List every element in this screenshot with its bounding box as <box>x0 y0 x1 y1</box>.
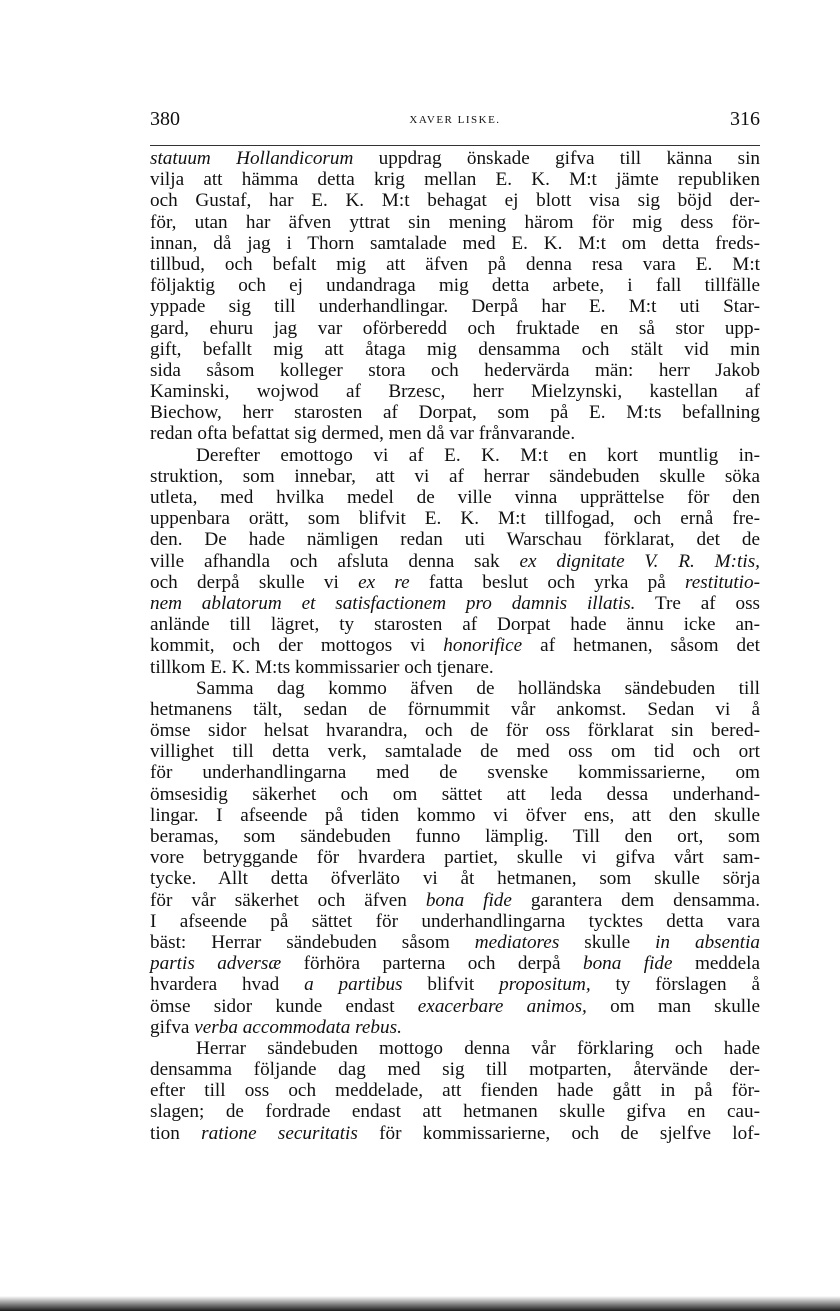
text-line <box>150 1017 760 1038</box>
page-number-left: 380 <box>150 108 180 130</box>
running-title: XAVER LISKE. <box>409 114 501 126</box>
italic-text-segment: ratione securitatis <box>201 1122 358 1144</box>
text-segment: den. De hade nämligen redan uti Warschau förklarat, det de <box>150 529 760 551</box>
italic-text-segment: verba accommodata rebus. <box>194 1016 402 1038</box>
text-segment: tillbud, och befalt mig att äfven på denna resa vara E. M:t <box>150 253 760 275</box>
text-segment: Herrar sändebuden mottogo denna vår förklaring och hade <box>196 1037 760 1059</box>
text-line <box>150 657 760 678</box>
text-segment: slagen; de fordrade endast att hetmanen skulle gifva en cau- <box>150 1101 760 1123</box>
text-line <box>150 318 760 339</box>
text-line <box>150 784 760 805</box>
text-segment: Samma dag kommo äfven de holländska sändebuden till <box>196 677 760 699</box>
text-line <box>150 1123 760 1144</box>
text-segment: gift, befallt mig att åtaga mig densamma och stält vid min <box>150 338 760 360</box>
text-line <box>150 466 760 487</box>
text-segment: kommit, och der mottogos vi <box>150 635 444 657</box>
text-segment: vilja att hämma detta krig mellan E. K. M:t jämte republiken <box>150 169 760 191</box>
text-segment: meddela <box>672 953 760 975</box>
text-line <box>150 190 760 211</box>
text-line <box>150 996 760 1017</box>
text-line <box>150 805 760 826</box>
text-line <box>150 974 760 995</box>
text-line <box>150 762 760 783</box>
text-line <box>150 635 760 656</box>
page-number-right: 316 <box>730 108 760 130</box>
text-segment: I afseende på sättet för underhandlingarna tycktes detta vara <box>150 910 760 932</box>
text-segment: redan ofta befattat sig dermed, men då var frånvarande. <box>150 423 576 445</box>
text-segment: skulle <box>559 931 656 953</box>
text-line <box>150 275 760 296</box>
text-segment: och Gustaf, har E. K. M:t behagat ej blott visa sig böjd der- <box>150 190 760 212</box>
text-line <box>150 614 760 635</box>
text-segment: uppenbara orätt, som blifvit E. K. M:t tillfogad, och ernå fre- <box>150 508 760 530</box>
text-line <box>150 890 760 911</box>
header-rule <box>150 145 760 146</box>
text-segment: Biechow, herr starosten af Dorpat, som på E. M:ts befallning <box>150 402 760 424</box>
italic-text-segment: in absentia <box>655 931 760 953</box>
text-segment: tycke. Allt detta öfverläto vi åt hetmanen, som skulle sörja <box>150 868 760 890</box>
text-segment: hvardera hvad <box>150 974 305 996</box>
text-segment: gifva <box>150 1016 195 1038</box>
text-segment: Derefter emottogo vi af E. K. M:t en kort muntlig in- <box>196 444 760 466</box>
italic-text-segment: statuum Hollandicorum <box>150 148 354 169</box>
page-header <box>150 108 760 138</box>
text-segment: garantera dem densamma. <box>511 889 760 911</box>
text-segment: och derpå skulle vi <box>150 571 359 593</box>
italic-text-segment: nem ablatorum et satisfactionem pro damnis illatis. <box>150 592 636 614</box>
text-segment: om man skulle <box>586 995 760 1017</box>
text-segment: hetmanens tält, sedan de förnummit vår ankomst. Sedan vi å <box>150 698 760 720</box>
text-segment: bäst: Herrar sändebuden såsom <box>150 931 475 953</box>
text-segment: uppdrag önskade gifva till känna sin <box>353 148 760 169</box>
text-line <box>150 572 760 593</box>
text-line <box>150 148 760 169</box>
text-line <box>150 1080 760 1101</box>
text-line <box>150 508 760 529</box>
text-segment: vore betryggande för hvardera partiet, skulle vi gifva vårt sam- <box>150 847 760 869</box>
italic-text-segment: bona fide <box>425 889 512 911</box>
italic-text-segment: honorifice <box>443 635 523 657</box>
text-line <box>150 1101 760 1122</box>
text-line <box>150 1038 760 1059</box>
text-segment: för underhandlingarna med de svenske kommissarierne, om <box>150 762 760 784</box>
text-line <box>150 296 760 317</box>
text-line <box>150 720 760 741</box>
text-segment: ömse sidor helsat hvarandra, och de för oss förklarat sin bered- <box>150 720 760 742</box>
text-segment: struktion, som innebar, att vi af herrar sändebuden skulle söka <box>150 465 760 487</box>
text-segment: innan, då jag i Thorn samtalade med E. K. M:t om detta freds- <box>150 232 760 254</box>
text-segment: ömsesidig säkerhet och om sättet att leda dessa underhand- <box>150 783 760 805</box>
text-line <box>150 1059 760 1080</box>
text-segment: fatta beslut och yrka på <box>409 571 686 593</box>
text-line <box>150 741 760 762</box>
scan-edge-shadow <box>0 1296 840 1311</box>
text-segment: utleta, med hvilka medel de ville vinna upprättelse för den <box>150 487 760 508</box>
text-segment: Tre af oss <box>635 592 761 614</box>
text-line <box>150 678 760 699</box>
text-line <box>150 847 760 868</box>
text-line <box>150 699 760 720</box>
text-line <box>150 423 760 444</box>
text-line <box>150 381 760 402</box>
text-line <box>150 529 760 550</box>
text-line <box>150 212 760 233</box>
text-segment: för vår säkerhet och äfven <box>150 889 426 911</box>
text-line <box>150 953 760 974</box>
text-segment: anlände till lägret, ty starosten af Dorpat hade ännu icke an- <box>150 614 760 636</box>
text-line <box>150 254 760 275</box>
text-segment: ömse sidor kunde endast <box>150 995 418 1017</box>
text-segment: för, utan har äfven yttrat sin mening härom för mig dess för- <box>150 211 760 233</box>
text-segment: densamma följande dag med sig till motparten, återvände der- <box>150 1059 760 1081</box>
text-line <box>150 932 760 953</box>
text-segment: sida såsom kolleger stora och hedervärda män: herr Jakob <box>150 359 760 381</box>
text-segment: gard, ehuru jag var oförberedd och fruktade en så stor upp- <box>150 317 760 339</box>
text-segment: tillkom E. K. M:ts kommissarier och tjenare. <box>150 656 494 678</box>
text-segment: blifvit <box>402 974 500 996</box>
italic-text-segment: partis adversæ <box>150 953 282 975</box>
text-segment: Kaminski, wojwod af Brzesc, herr Mielzynski, kastellan af <box>150 381 760 403</box>
italic-text-segment: restitutio- <box>685 571 760 593</box>
italic-text-segment: bona fide <box>582 953 673 975</box>
text-segment: förhöra parterna och derpå <box>281 953 583 975</box>
italic-text-segment: ex dignitate V. R. M:tis, <box>519 550 760 572</box>
text-line <box>150 169 760 190</box>
italic-text-segment: propositum, <box>499 974 591 996</box>
text-segment: tion <box>150 1122 202 1144</box>
text-line <box>150 402 760 423</box>
italic-text-segment: mediatores <box>474 931 560 953</box>
text-segment: ty förslagen å <box>590 974 760 996</box>
text-line <box>150 868 760 889</box>
text-segment: ville afhandla och afsluta denna sak <box>150 550 520 572</box>
text-segment: beramas, som sändebuden funno lämplig. Till den ort, som <box>150 826 760 847</box>
body-text <box>150 148 760 1144</box>
text-line <box>150 487 760 508</box>
text-segment: villighet till detta verk, samtalade de med oss om tid och ort <box>150 741 760 763</box>
text-line <box>150 826 760 847</box>
text-segment: lingar. I afseende på tiden kommo vi öfver ens, att den skulle <box>150 804 760 826</box>
italic-text-segment: a partibus <box>304 974 403 996</box>
text-line <box>150 360 760 381</box>
text-segment: för kommissarierne, och de sjelfve lof- <box>357 1122 760 1144</box>
italic-text-segment: exacerbare animos, <box>417 995 587 1017</box>
text-segment: följaktig och ej undandraga mig detta arbete, i fall tillfälle <box>150 275 760 297</box>
text-segment: af hetmanen, såsom det <box>522 635 760 657</box>
italic-text-segment: ex re <box>358 571 410 593</box>
text-line <box>150 551 760 572</box>
text-segment: efter till oss och meddelade, att fienden hade gått in på för- <box>150 1080 760 1102</box>
text-segment: yppade sig till underhandlingar. Derpå har E. M:t uti Star- <box>150 296 760 318</box>
text-line <box>150 233 760 254</box>
text-line <box>150 339 760 360</box>
text-line <box>150 445 760 466</box>
text-line <box>150 593 760 614</box>
text-line <box>150 911 760 932</box>
